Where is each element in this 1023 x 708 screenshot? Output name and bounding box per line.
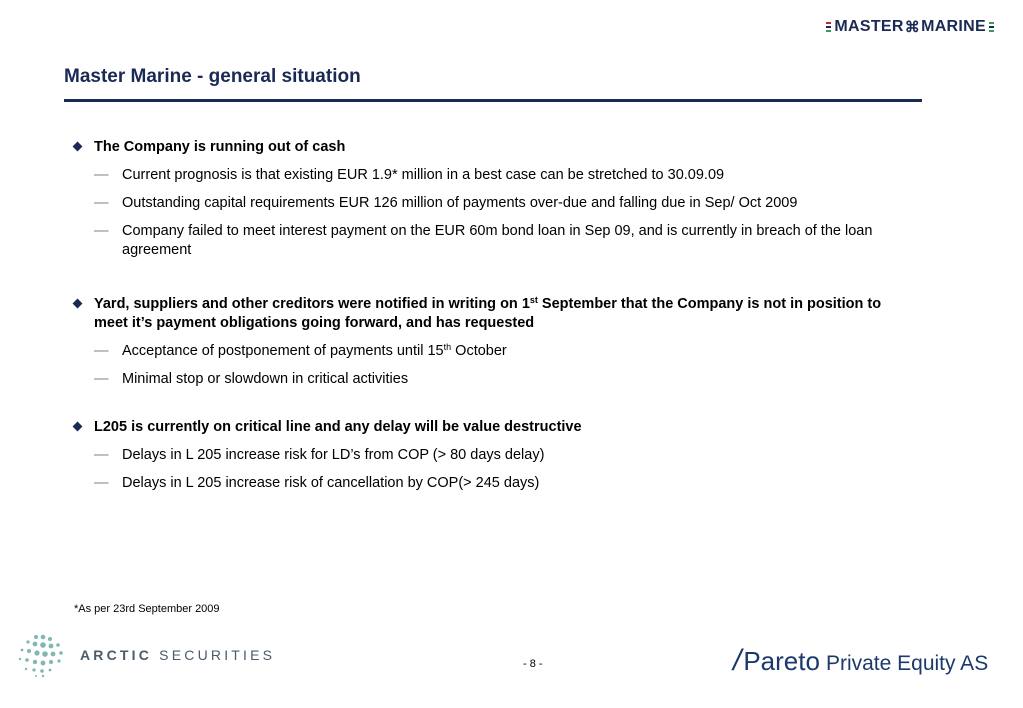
dash-icon: — [94, 223, 109, 239]
bullet-3-text: L205 is currently on critical line and any delay will be value destructive [94, 419, 582, 435]
logo-right-bars [989, 22, 994, 32]
sub-item [74, 474, 914, 493]
sub-item [74, 342, 914, 361]
dot-globe-icon [14, 632, 70, 678]
dash-icon: — [94, 447, 109, 463]
sub-item [74, 166, 914, 185]
page-title: Master Marine - general situation [64, 66, 361, 87]
diamond-bullet-icon [73, 299, 83, 309]
pareto-logo [733, 644, 988, 678]
sub-item-text: Minimal stop or slowdown in critical activities [122, 371, 409, 387]
sub-item-text: Delays in L 205 increase risk of cancellation by COP(> 245 days) [122, 475, 540, 491]
sub-item [74, 194, 914, 213]
bullet-2-sup: st [529, 295, 538, 305]
arctic-text: ARCTIC SECURITIES [80, 647, 276, 663]
sub-item [74, 446, 914, 465]
dash-icon: — [94, 475, 109, 491]
diamond-bullet-icon [73, 142, 83, 152]
dash-icon: — [94, 343, 109, 359]
bullet-3 [74, 418, 914, 437]
sub-item-text-b: October [451, 343, 507, 359]
pareto-subtitle: Private Equity AS [825, 652, 989, 675]
sub-item-sup: th [443, 342, 452, 352]
logo-cross-icon: ⌘ [904, 19, 921, 36]
dash-icon: — [94, 195, 109, 211]
sub-item [74, 222, 914, 260]
arctic-securities-logo [14, 632, 275, 678]
sub-item-text: Company failed to meet interest payment on the EUR 60m bond loan in Sep 09, and is currently in breach of the loan agreement [122, 223, 873, 258]
bullet-1 [74, 138, 914, 157]
bullet-2 [74, 295, 914, 333]
content-body [74, 138, 914, 493]
title-rule [64, 99, 922, 102]
bullet-1-text: The Company is running out of cash [94, 139, 346, 155]
pareto-name: Pareto [743, 646, 820, 676]
sub-item-text: Outstanding capital requirements EUR 126 million of payments over-due and falling due in Sep/ Oct 2009 [122, 195, 798, 211]
bullet-2-text-b: September that the Company is not in position to meet it’s payment obligations going forward, and has requested [94, 296, 882, 331]
logo-text-marine: MARINE [921, 18, 986, 35]
logo-text-master: MASTER [834, 18, 904, 35]
pareto-swoosh-icon: / [733, 644, 742, 677]
sub-item-text: Current prognosis is that existing EUR 1.9* million in a best case can be stretched to 30.09.09 [122, 167, 725, 183]
master-marine-logo [823, 18, 997, 36]
page-number: - 8 - [523, 658, 543, 670]
diamond-bullet-icon [73, 422, 83, 432]
sub-item-text-a: Acceptance of postponement of payments until 15 [122, 343, 444, 359]
dash-icon: — [94, 371, 109, 387]
footnote: *As per 23rd September 2009 [74, 603, 220, 615]
logo-left-bars [826, 22, 831, 32]
bullet-2-text-a: Yard, suppliers and other creditors were notified in writing on 1 [94, 296, 530, 312]
sub-item-text: Delays in L 205 increase risk for LD’s from COP (> 80 days delay) [122, 447, 545, 463]
dash-icon: — [94, 167, 109, 183]
sub-item [74, 370, 914, 389]
